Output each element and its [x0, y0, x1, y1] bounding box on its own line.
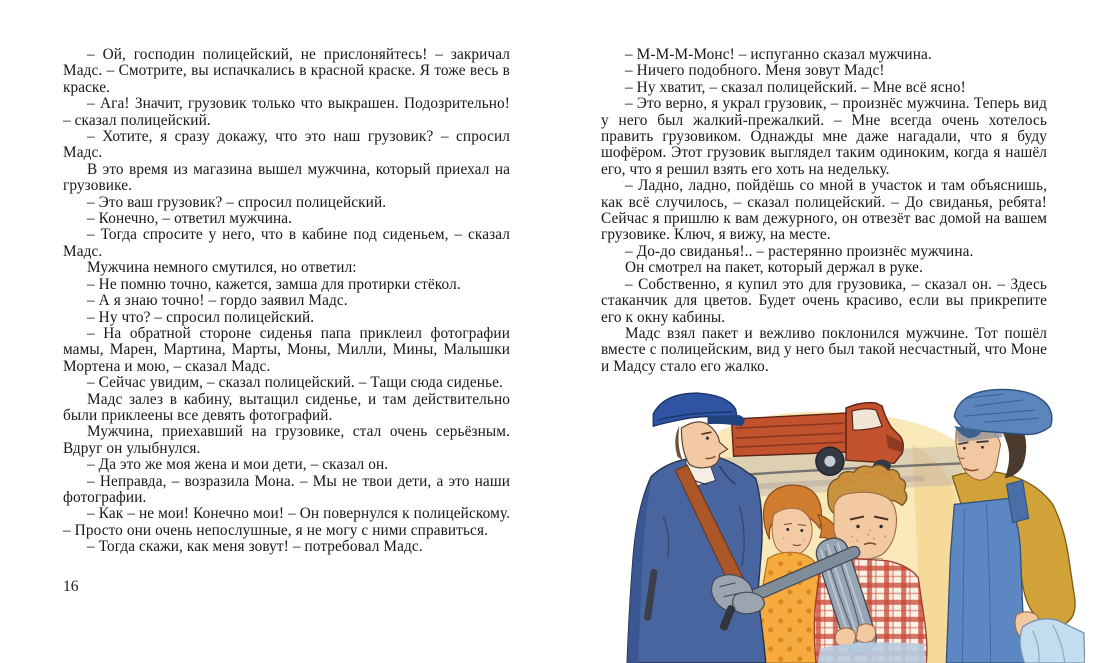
- page-number: 16: [63, 578, 79, 595]
- paragraph: – Тогда скажи, как меня зовут! – потребовал Мадс.: [87, 538, 423, 556]
- illustration: [623, 386, 1085, 663]
- paragraph: – Ага! Значит, грузовик только что выкрашен. Подозрительно! – сказал полицейский.: [63, 95, 510, 129]
- paragraph: Мадс залез в кабину, вытащил сиденье, и там действительно были приклеены все девять фотографий.: [63, 390, 510, 424]
- paragraph: – Неправда, – возразила Мона. – Мы не твои дети, а это наши фотографии.: [63, 472, 510, 506]
- paragraph: – М-М-М-Монс! – испуганно сказал мужчина.: [625, 46, 932, 63]
- paragraph: – Да это же моя жена и мои дети, – сказал он.: [87, 456, 389, 474]
- paragraph: – Это верно, я украл грузовик, – произнёс мужчина. Теперь вид у него был жалкий-прежалкий. – Мне всегда очень хотелось править грузовиком. Однажды мне даже нагадали, что я буду шофёром. Этот грузовик выглядел таким одиноким, когда я нашёл его, что я решил взять его хоть на недельку.: [601, 95, 1047, 178]
- paragraph: – Собственно, я купил это для грузовика, – сказал он. – Здесь стаканчик для цветов. Будет очень красиво, если вы прикрепите его к окну кабины.: [601, 275, 1047, 326]
- paragraph: Мужчина немного смутился, но ответил:: [87, 259, 357, 277]
- paragraph: – Ой, господин полицейский, не прислоняйтесь! – закричал Мадс. – Смотрите, вы испачкались в красной краске. Я тоже весь в краске.: [63, 46, 510, 96]
- paragraph: Он смотрел на пакет, который держал в руке.: [625, 259, 923, 277]
- paragraph: – Ну хватит, – сказал полицейский. – Мне всё ясно!: [625, 78, 966, 96]
- paragraph: Мужчина, приехавший на грузовике, стал очень серьёзным. Вдруг он улыбнулся.: [63, 423, 510, 457]
- paragraph: – Хотите, я сразу докажу, что это наш грузовик? – спросил Мадс.: [63, 128, 510, 162]
- paragraph: Мадс взял пакет и вежливо поклонился мужчине. Тот пошёл вместе с полицейским, вид у него был такой несчастный, что Моне и Мадсу стало его жалко.: [601, 324, 1047, 375]
- left-page-text: [63, 47, 510, 556]
- paragraph: – Не помню точно, кажется, замша для протирки стёкол.: [87, 275, 461, 293]
- paragraph: – До-до свиданья!.. – растерянно произнёс мужчина.: [625, 242, 974, 260]
- paragraph: – Сейчас увидим, – сказал полицейский. – Тащи сюда сиденье.: [87, 374, 503, 392]
- paragraph: – Ладно, ладно, пойдёшь со мной в участок и там объяснишь, как всё случилось, – сказал полицейский. – До свиданья, ребята! Сейчас я пришлю к вам дежурного, он отвезёт вас домой на вашем грузовике. Ключ, я вижу, на месте.: [601, 177, 1047, 244]
- paragraph: – Тогда спросите у него, что в кабине под сиденьем, – сказал Мадс.: [63, 226, 510, 260]
- paragraph: – Конечно, – ответил мужчина.: [87, 210, 293, 228]
- paragraph: – Ничего подобного. Меня зовут Мадс!: [625, 62, 885, 80]
- paragraph: – На обратной стороне сиденья папа приклеил фотографии мамы, Марен, Мартина, Марты, Моны, Милли, Мины, Малышки Мортена и мою, – сказал Мадс.: [63, 324, 510, 375]
- paragraph: – Это ваш грузовик? – спросил полицейский.: [87, 193, 387, 211]
- paragraph: – Ну что? – спросил полицейский.: [87, 308, 315, 326]
- right-page-text: [601, 47, 1047, 375]
- paragraph: – А я знаю точно! – гордо заявил Мадс.: [87, 292, 348, 310]
- paragraph: В это время из магазина вышел мужчина, который приехал на грузовике.: [63, 160, 510, 195]
- paragraph: – Как – не мои! Конечно мои! – Он повернулся к полицейскому. – Просто они очень непослушные, я не могу с ними справиться.: [63, 505, 510, 539]
- truck-driver-man: [946, 390, 1085, 663]
- shopping-bag: [1020, 619, 1085, 663]
